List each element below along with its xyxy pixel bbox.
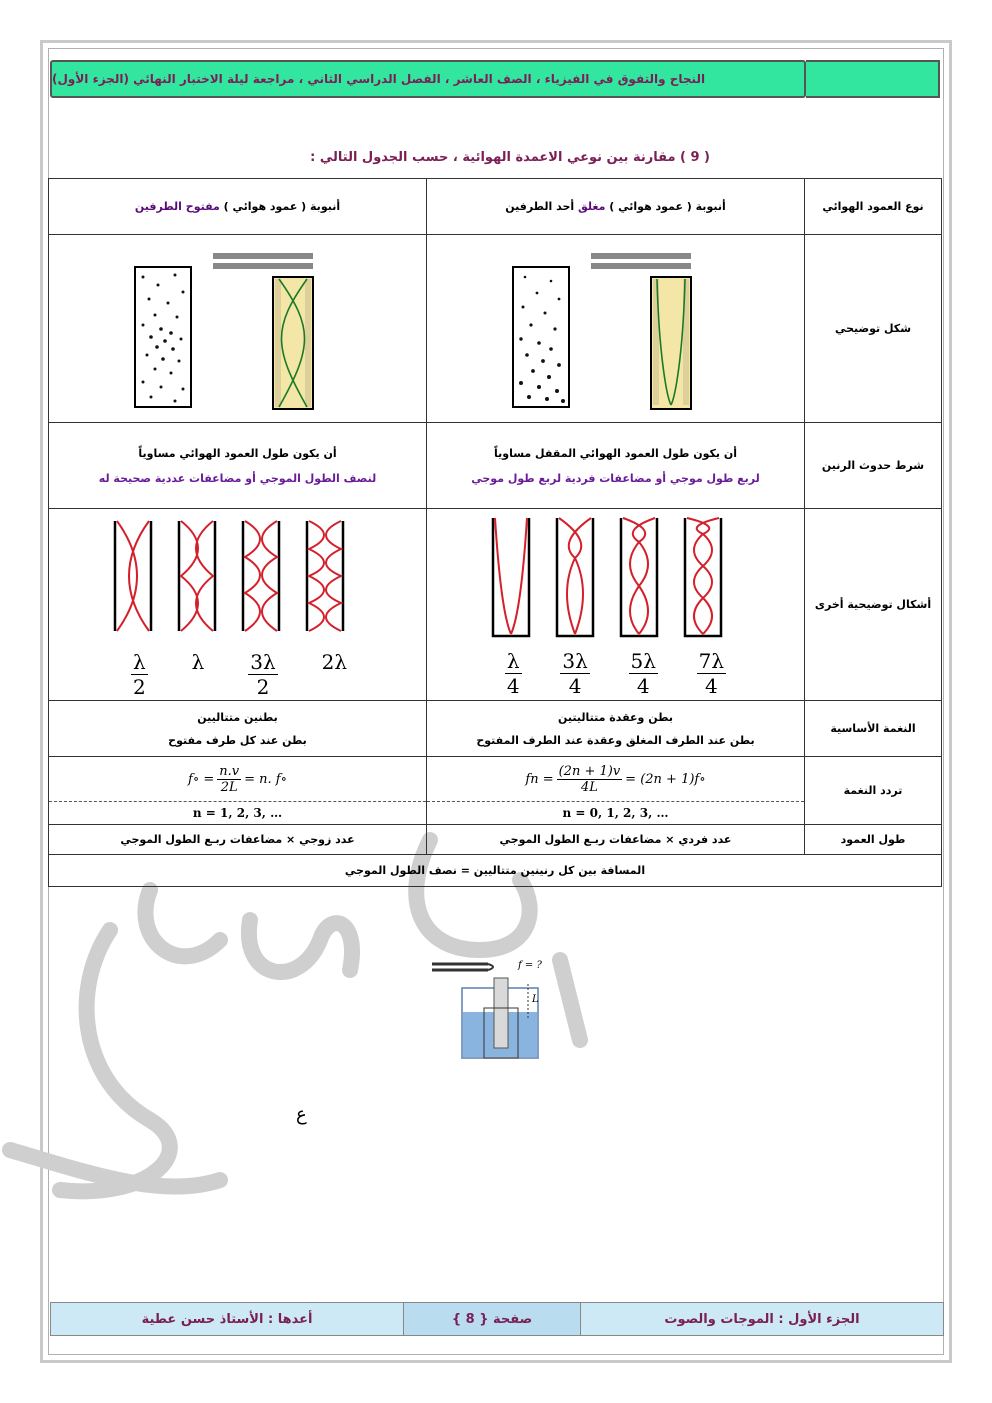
closed-resonance-line1: أن يكون طول العمود الهوائي المقفل مساوياً <box>493 446 738 460</box>
open-resonance-line2: لنصف الطول الموجي أو مضاعفات عددية صحيحة له <box>98 471 377 485</box>
closed-harmonic-label-3 <box>629 649 658 698</box>
open-fundamental-line1: بطنين متتاليين <box>197 710 278 724</box>
open-frequency-formula <box>49 757 426 801</box>
table-row-frequency <box>49 757 942 825</box>
open-tube-figure <box>113 237 363 417</box>
closed-harmonic-label-3-den: 4 <box>636 673 650 698</box>
fork-frequency-label: f = ? <box>518 960 542 971</box>
resonance-tube-figure <box>432 948 562 1060</box>
open-frequency-fraction <box>217 764 241 795</box>
header-banner-tail <box>806 60 940 98</box>
note-cell: المسافة بين كل رنينين متتاليين = نصف الطول الموجي <box>49 855 942 887</box>
open-frequency-num: n.v <box>219 763 240 779</box>
closed-harmonic-label-1 <box>505 649 522 698</box>
closed-frequency-rhs: = (2n + 1)f∘ <box>625 771 706 787</box>
footer-page <box>404 1302 580 1336</box>
row-label-length: طول العمود <box>805 825 942 855</box>
open-frequency-lhs: f∘ = <box>188 771 215 787</box>
row-label-type: نوع العمود الهوائي <box>805 179 942 235</box>
closed-harmonic-label-4-den: 4 <box>705 673 718 698</box>
closed-harmonic-label-1-den: 4 <box>506 673 520 698</box>
open-harmonic-label-1-den: 2 <box>132 674 146 699</box>
closed-tube-figure <box>491 237 741 417</box>
footer-part-text: الجزء الأول : الموجات والصوت <box>664 1311 860 1327</box>
closed-harmonic-label-2-den: 4 <box>568 673 582 698</box>
open-harmonic-label-1 <box>131 650 148 699</box>
closed-frequency-den: 4L <box>580 779 598 795</box>
open-harmonic-label-2: λ <box>191 649 205 674</box>
open-tube-figure-cell <box>49 235 427 423</box>
table-row-other-figures <box>49 509 942 701</box>
closed-fundamental-line1: بطن وعقدة متتاليتين <box>558 710 673 724</box>
open-harmonic-label-3-num: 3λ <box>250 649 276 674</box>
table-row-length <box>49 825 942 855</box>
open-tube-title-text-highlight: مفتوح الطرفين <box>134 200 220 213</box>
closed-harmonic-label-4-num: 7λ <box>698 648 725 673</box>
closed-harmonic-label-4 <box>697 649 726 698</box>
closed-harmonics-cell <box>427 509 805 701</box>
open-n-values: n = 1, 2, 3, … <box>49 801 426 824</box>
row-label-frequency: تردد النغمة <box>805 757 942 825</box>
open-fundamental-line2: بطن عند كل طرف مفتوح <box>168 733 307 747</box>
comparison-table <box>48 178 942 887</box>
stray-letter: ع <box>296 1104 307 1125</box>
open-tube-title-text: أنبوبة ( عمود هوائي ) مفتوح الطرفين <box>134 200 341 213</box>
closed-frequency-lhs: fn = <box>525 771 554 787</box>
closed-n-values: n = 0, 1, 2, 3, … <box>427 801 804 824</box>
open-harmonics-cell <box>49 509 427 701</box>
open-resonance-line1: أن يكون طول العمود الهوائي مساوياً <box>138 446 337 460</box>
footer-page-text: صفحة { 8 } <box>451 1311 533 1327</box>
open-frequency-den: 2L <box>220 779 238 795</box>
closed-frequency-cell <box>427 757 805 825</box>
closed-frequency-fraction <box>557 764 623 795</box>
closed-tube-title <box>427 179 805 235</box>
open-frequency-cell <box>49 757 427 825</box>
closed-tube-figure-cell <box>427 235 805 423</box>
closed-resonance-cell <box>427 423 805 509</box>
row-label-fundamental: النغمة الأساسية <box>805 701 942 757</box>
open-length-cell: عدد زوجي × مضاعفات ربـع الطول الموجي <box>49 825 427 855</box>
row-label-resonance: شرط حدوث الرنين <box>805 423 942 509</box>
closed-tube-title-text-highlight: مغلق <box>578 200 606 213</box>
closed-frequency-num: (2n + 1)v <box>558 763 621 779</box>
table-row-type <box>49 179 942 235</box>
open-frequency-rhs: = n. f∘ <box>244 771 287 787</box>
open-fundamental-cell <box>49 701 427 757</box>
footer-part <box>580 1302 944 1336</box>
open-tube-title <box>49 179 427 235</box>
open-harmonic-label-3-den: 2 <box>256 674 270 699</box>
header-banner <box>50 60 806 98</box>
tube-length-label: L <box>532 994 539 1005</box>
open-harmonic-label-3 <box>248 650 277 699</box>
closed-length-cell: عدد فردي × مضاعفات ربـع الطول الموجي <box>427 825 805 855</box>
table-row-figure <box>49 235 942 423</box>
footer-author <box>50 1302 404 1336</box>
row-label-other: أشكال توضيحية أخرى <box>805 509 942 701</box>
closed-resonance-line2: لربع طول موجي أو مضاعفات فردية لربع طول موجي <box>471 471 760 485</box>
closed-harmonic-label-3-num: 5λ <box>630 648 656 673</box>
closed-harmonic-label-1-num: λ <box>505 649 522 674</box>
open-resonance-cell <box>49 423 427 509</box>
open-harmonic-label-1-num: λ <box>131 650 148 675</box>
open-harmonic-label-4: 2λ <box>321 649 348 674</box>
closed-frequency-formula <box>427 757 804 801</box>
row-label-figure: شكل توضيحي <box>805 235 942 423</box>
table-row-resonance <box>49 423 942 509</box>
closed-harmonic-label-2-num: 3λ <box>562 648 588 673</box>
closed-tube-title-text: أنبوبة ( عمود هوائي ) مغلق أحد الطرفين <box>505 200 726 213</box>
closed-fundamental-cell <box>427 701 805 757</box>
section-title: ( 9 ) مقارنة بين نوعي الاعمدة الهوائية ، حسب الجدول التالي : <box>310 150 710 165</box>
closed-harmonic-label-2 <box>560 649 589 698</box>
table-row-fundamental <box>49 701 942 757</box>
footer-author-text: أعدها : الأستاذ حسن عطية <box>141 1311 313 1327</box>
header-text: النجاح والتفوق في الفيزياء ، الصف العاشر ، الفصل الدراسي الثاني ، مراجعة ليلة الاختبار النهائي (الجزء الأول) <box>52 72 706 86</box>
table-row-note <box>49 855 942 887</box>
closed-fundamental-line2: بطن عند الطرف المغلق وعقدة عند الطرف المفتوح <box>476 733 755 747</box>
